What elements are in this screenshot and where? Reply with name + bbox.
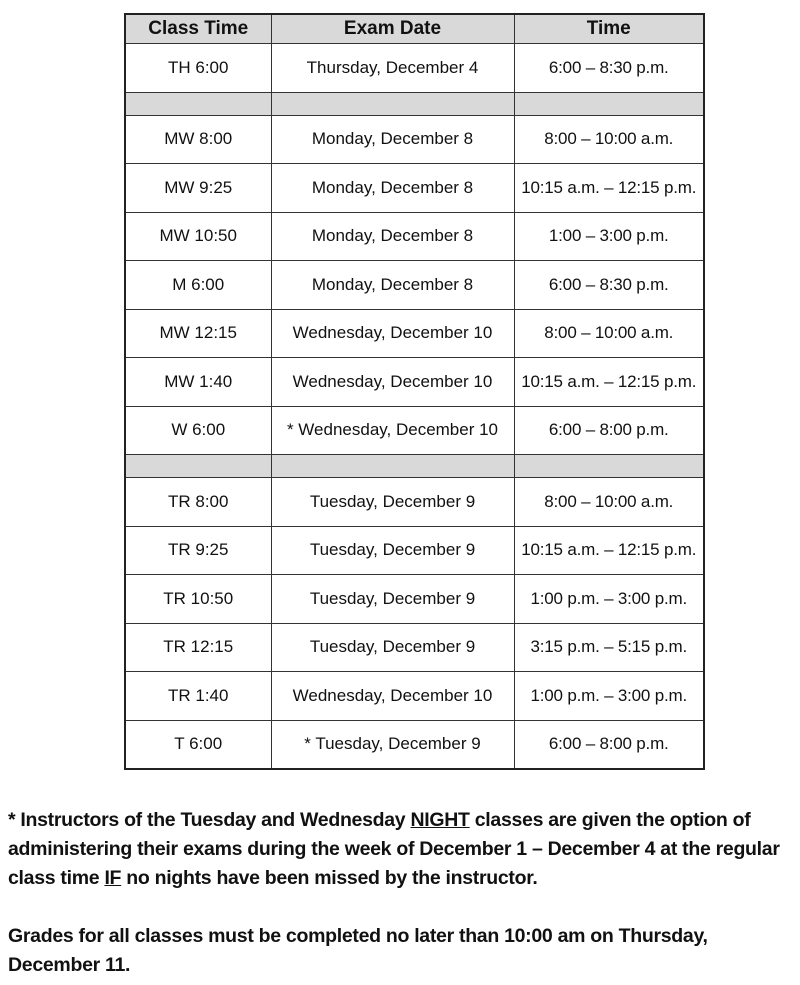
- exam-date-cell: Tuesday, December 9: [271, 478, 514, 527]
- table-row: [125, 478, 704, 527]
- footnotes: [8, 806, 800, 980]
- class-time-cell: TR 9:25: [125, 526, 271, 575]
- table-row: [125, 358, 704, 407]
- note-text: no nights have been missed by the instructor.: [121, 867, 538, 889]
- table-row: [125, 164, 704, 213]
- class-time-cell: MW 10:50: [125, 212, 271, 261]
- table-row: [125, 575, 704, 624]
- class-time-cell: TR 8:00: [125, 478, 271, 527]
- exam-date-cell: Monday, December 8: [271, 261, 514, 310]
- exam-schedule-table: [124, 13, 705, 770]
- exam-date-cell: Wednesday, December 10: [271, 358, 514, 407]
- class-time-cell: TR 12:15: [125, 623, 271, 672]
- class-time-cell: TH 6:00: [125, 44, 271, 93]
- class-time-cell: W 6:00: [125, 406, 271, 455]
- exam-date-cell: Tuesday, December 9: [271, 623, 514, 672]
- class-time-cell: TR 1:40: [125, 672, 271, 721]
- grades-deadline-note: Grades for all classes must be completed no later than 10:00 am on Thursday, December 11.: [8, 925, 708, 976]
- exam-date-cell: Tuesday, December 9: [271, 526, 514, 575]
- time-cell: 1:00 – 3:00 p.m.: [514, 212, 704, 261]
- header-class-time: Class Time: [125, 14, 271, 44]
- class-time-cell: MW 1:40: [125, 358, 271, 407]
- night-class-note: [8, 806, 800, 893]
- class-time-cell: T 6:00: [125, 720, 271, 769]
- note-text: * Instructors of the Tuesday and Wednesday: [8, 809, 411, 831]
- exam-date-cell: Monday, December 8: [271, 164, 514, 213]
- table-row: [125, 212, 704, 261]
- exam-date-cell: Tuesday, December 9: [271, 575, 514, 624]
- group-separator-row: [125, 92, 704, 115]
- exam-date-cell: Wednesday, December 10: [271, 672, 514, 721]
- night-emphasis: NIGHT: [410, 809, 470, 831]
- class-time-cell: MW 12:15: [125, 309, 271, 358]
- time-cell: 1:00 p.m. – 3:00 p.m.: [514, 672, 704, 721]
- header-time: Time: [514, 14, 704, 44]
- if-emphasis: IF: [104, 867, 122, 889]
- time-cell: 10:15 a.m. – 12:15 p.m.: [514, 358, 704, 407]
- table-row: [125, 623, 704, 672]
- class-time-cell: MW 8:00: [125, 115, 271, 164]
- time-cell: 6:00 – 8:00 p.m.: [514, 720, 704, 769]
- time-cell: 6:00 – 8:30 p.m.: [514, 261, 704, 310]
- time-cell: 6:00 – 8:30 p.m.: [514, 44, 704, 93]
- exam-date-cell: Wednesday, December 10: [271, 309, 514, 358]
- table-row: [125, 720, 704, 769]
- table-row: [125, 44, 704, 93]
- table-row: [125, 309, 704, 358]
- time-cell: 1:00 p.m. – 3:00 p.m.: [514, 575, 704, 624]
- class-time-cell: TR 10:50: [125, 575, 271, 624]
- exam-date-cell: * Wednesday, December 10: [271, 406, 514, 455]
- time-cell: 8:00 – 10:00 a.m.: [514, 478, 704, 527]
- class-time-cell: MW 9:25: [125, 164, 271, 213]
- time-cell: 8:00 – 10:00 a.m.: [514, 115, 704, 164]
- table-row: [125, 672, 704, 721]
- group-separator-row: [125, 455, 704, 478]
- time-cell: 10:15 a.m. – 12:15 p.m.: [514, 164, 704, 213]
- table-row: [125, 526, 704, 575]
- exam-date-cell: Monday, December 8: [271, 115, 514, 164]
- time-cell: 10:15 a.m. – 12:15 p.m.: [514, 526, 704, 575]
- note-text: classes are given the option of administering their exams during the week of December 1 – December 4 at the regular class time: [8, 809, 780, 889]
- class-time-cell: M 6:00: [125, 261, 271, 310]
- exam-date-cell: Thursday, December 4: [271, 44, 514, 93]
- exam-date-cell: Monday, December 8: [271, 212, 514, 261]
- time-cell: 3:15 p.m. – 5:15 p.m.: [514, 623, 704, 672]
- table-row: [125, 406, 704, 455]
- exam-date-cell: * Tuesday, December 9: [271, 720, 514, 769]
- time-cell: 6:00 – 8:00 p.m.: [514, 406, 704, 455]
- table-row: [125, 115, 704, 164]
- table-row: [125, 261, 704, 310]
- time-cell: 8:00 – 10:00 a.m.: [514, 309, 704, 358]
- header-exam-date: Exam Date: [271, 14, 514, 44]
- table-header-row: [125, 14, 704, 44]
